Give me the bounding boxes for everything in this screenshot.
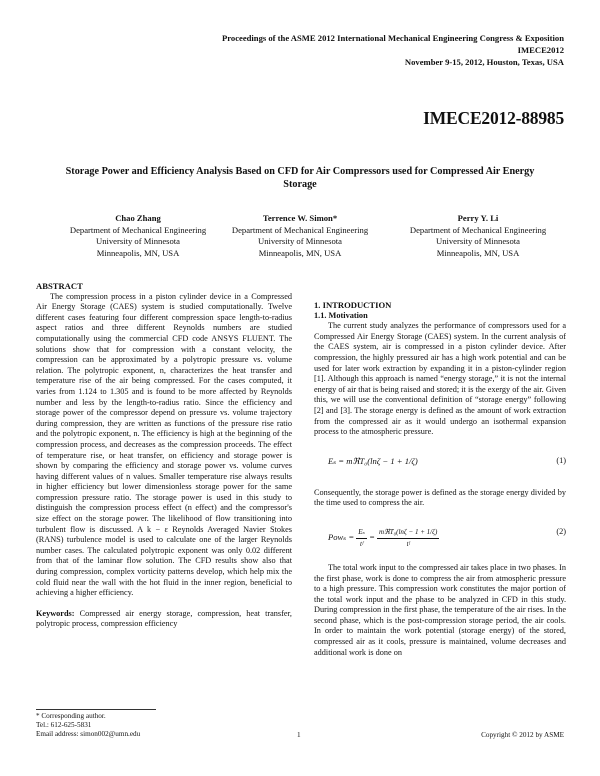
- page-number: 1: [297, 731, 301, 739]
- keywords-text: Compressed air energy storage, compression, heat transfer, polytropic process, compression efficiency: [36, 608, 292, 629]
- header-conference-code: IMECE2012: [517, 44, 564, 55]
- abstract-heading: ABSTRACT: [36, 281, 83, 291]
- author-block-2: [210, 213, 390, 259]
- footnote-rule: [36, 709, 156, 710]
- author-name: Terrence W. Simon*: [262, 213, 338, 223]
- footnote-corresponding: * Corresponding author.: [36, 712, 106, 720]
- footnote-phone: Tel.: 612-625-5831: [36, 720, 92, 729]
- header-date-location: November 9-15, 2012, Houston, Texas, USA: [404, 56, 564, 67]
- copyright-notice: Copyright © 2012 by ASME: [481, 731, 564, 739]
- equation-1-number: (1): [556, 455, 566, 465]
- author-dept: Department of Mechanical Engineering: [409, 224, 547, 235]
- intro-paragraph-2: Consequently, the storage power is defined as the storage energy divided by the time used to compress the air.: [314, 487, 566, 508]
- author-name: Chao Zhang: [115, 213, 161, 223]
- footnote-email: Email address: simon002@umn.edu: [36, 729, 141, 738]
- equation-2-lhs: Powₛ =: [328, 531, 355, 542]
- fraction-denominator: tᶠ: [406, 539, 410, 548]
- fraction-denominator: tᶠ: [360, 539, 364, 548]
- author-block-3: [388, 213, 568, 259]
- author-location: Minneapolis, MN, USA: [258, 247, 342, 258]
- author-dept: Department of Mechanical Engineering: [69, 224, 207, 235]
- fraction-numerator: mℜT₀(lnζ − 1 + 1/ζ): [377, 527, 439, 539]
- abstract-text: The compression process in a piston cylinder device in a Compressed Air Energy Storage (CAES) system is studied computationally. Twelve different cases featuring four different compression space length-to-radius aspect ratios and three different Reynolds numbers are studied computationally using the commercial CFD code ANSYS FLUENT. The solutions show that for compression with a constant velocity, the compression can be approximated by a polytropic pressure vs. volume relation. The polytropic exponent, n, characterizes the heat transfer and temperature rise of the air being compressed. For the cases computed, it varies from 1.124 to 1.305 and is found to be more affected by Reynolds number and less by the length-to-radius ratio. Since the efficiency and storage power of the compressor depend on pressure vs. volume trajectory during compression, they are written as functions of the pressure rise ratio and the polytropic exponent, n. The efficiency is high at the beginning of the compression process, and decreases as the compression proceeds. The effect of temperature rise, or heat transfer, on efficiency and storage power is shown by comparing the efficiency and storage power vs. volume curves having different values of n values. Smaller temperature rise always results in higher efficiency but lower dimensionless storage power for the same compression pressure ratio. The storage power is used in this study to distinguish the compression process effect (n effect) and the compressor's size effect on the storage power. The likelihood of flow transitioning into turbulent flow is discussed. A k − ε Reynolds Averaged Navier Stokes (RANS) turbulence model is used to calculate one of the larger Reynolds number cases. The calculated polytropic exponent was only 0.02 different from that of the laminar flow solution. The CFD results show also that during compression, complex vorticity patterns develop, which help mix the cold fluid near the wall with the hot fluid in the inner region, beneficial to achieving a higher efficiency.: [36, 291, 292, 598]
- author-univ: University of Minnesota: [257, 236, 343, 246]
- author-name: Perry Y. Li: [457, 213, 499, 223]
- fraction-numerator: Eₛ: [356, 527, 367, 539]
- paper-id: IMECE2012-88985: [423, 108, 564, 128]
- paper-title: Storage Power and Efficiency Analysis Based on CFD for Air Compressors used for Compressed Air Energy Storage: [65, 166, 535, 190]
- author-univ: University of Minnesota: [95, 236, 181, 246]
- equation-2: [314, 523, 566, 549]
- equation-2-fraction-2: [377, 527, 439, 549]
- footnote: [36, 712, 140, 738]
- author-univ: University of Minnesota: [435, 236, 521, 246]
- left-column: [36, 281, 292, 630]
- author-dept: Department of Mechanical Engineering: [231, 224, 369, 235]
- author-location: Minneapolis, MN, USA: [96, 247, 180, 258]
- intro-paragraph-3: The total work input to the compressed air takes place in two phases. In the first phase, work is done to compress the air from atmospheric pressure to a high pressure. This compression work constitutes the major portion of the total work input and the phase to be analyzed in CFD in this study. During compression in the first phase, the temperature of the air rises. In the second phase, which is the post-compression storage period, the air cools. In order to maintain the work potential (storage energy) of the stored, compressed air as it cools, pressure is maintained, volume decreases and additional work is done on: [314, 562, 566, 657]
- equation-1-body: Eₛ = mℜT₀(lnζ − 1 + 1/ζ): [328, 455, 418, 466]
- keywords-label: Keywords:: [36, 608, 75, 618]
- intro-heading: 1. INTRODUCTION: [314, 300, 392, 310]
- equation-2-fraction-1: [356, 527, 367, 549]
- proceedings-header: [222, 33, 564, 68]
- motivation-subheading: 1.1. Motivation: [314, 310, 368, 320]
- equation-1: [314, 452, 566, 474]
- intro-paragraph-1: The current study analyzes the performance of compressors used for a Compressed Air Energy Storage (CAES) system. In the current analysis of the CAES system, air is compressed in a piston cylinder device. After compression, the highly pressured air has a high work potential and can be used for later work extraction by expanding it in a piston-cylinder region [1]. Although this approach is named “energy storage,” it is not the internal energy of air that is being raised and stored; it is the exergy of the air. Given this, we will use the conventional definition of “storage energy” following [2] and [3]. The storage energy is defined as the amount of work extraction from the compressed air as it would undergo an isothermal expansion process to the atmospheric pressure.: [314, 321, 566, 437]
- equation-2-number: (2): [556, 526, 566, 536]
- author-location: Minneapolis, MN, USA: [436, 247, 520, 258]
- keywords-line: [36, 609, 292, 630]
- author-block-1: [48, 213, 228, 259]
- header-conference: Proceedings of the ASME 2012 International Mechanical Engineering Congress & Exposition: [221, 33, 564, 43]
- right-column: [314, 300, 566, 658]
- equation-2-body: Powₛ = $\frac{\text{Eₛ}}{\text{tᶠ}}$ = $\frac{\text{mℜT₀(lnζ − 1 + 1/ζ)}}{\text{tᶠ}}$: [328, 527, 438, 548]
